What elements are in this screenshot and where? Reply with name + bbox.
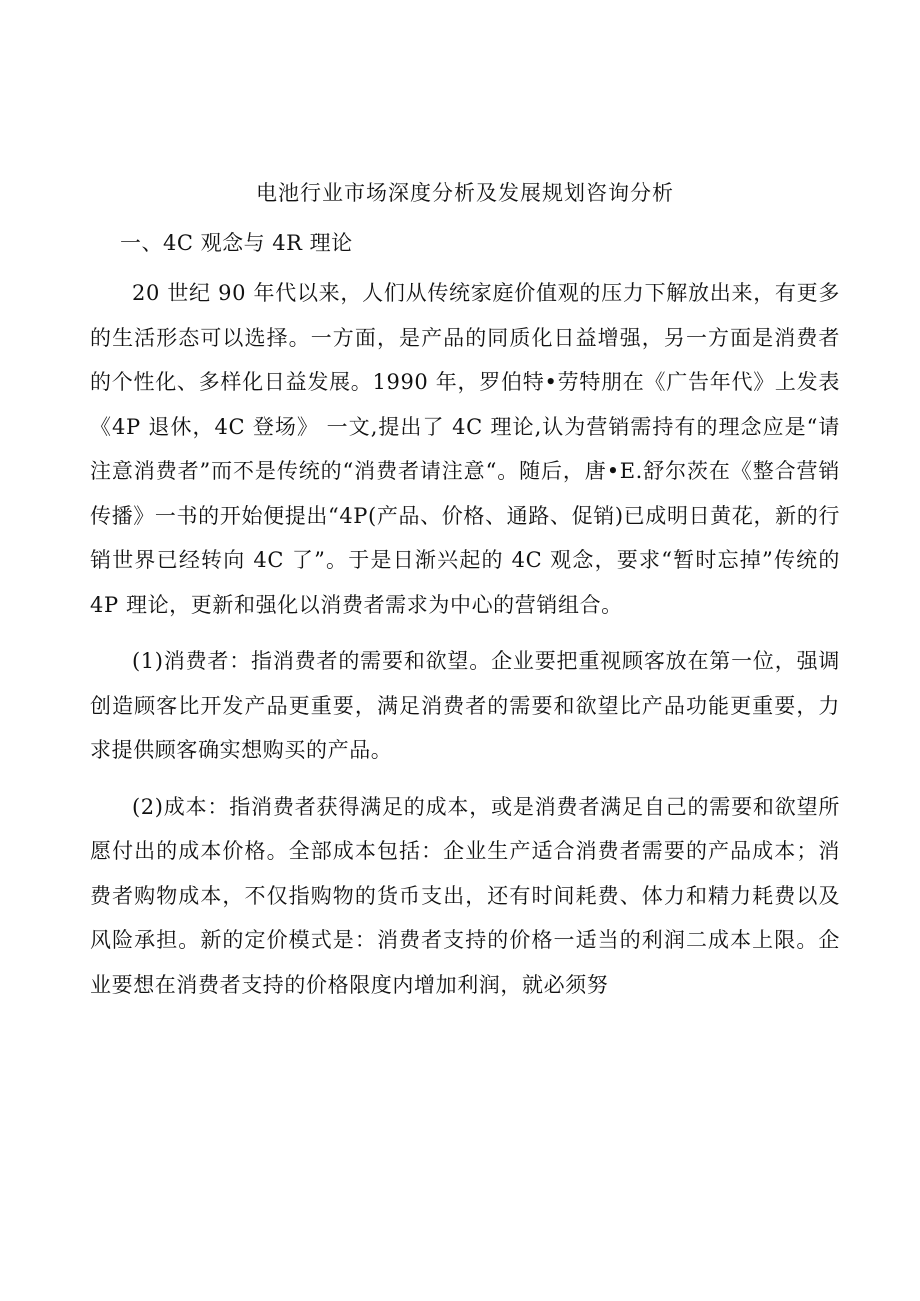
paragraph-cost: (2)成本：指消费者获得满足的成本，或是消费者满足自己的需要和欲望所愿付出的成本价格。全部成本包括：企业生产适合消费者需要的产品成本；消费者购物成本，不仅指购物的货币支出，还有时间耗费、体力和精力耗费以及风险承担。新的定价模式是：消费者支持的价格一适当的利润二成本上限。企业要想在消费者支持的价格限度内增加利润，就必须努 xyxy=(90,794,840,997)
section-heading: 一、4C 观念与 4R 理论 xyxy=(120,231,353,255)
document-title: 电池行业市场深度分析及发展规划咨询分析 xyxy=(256,181,674,205)
paragraph-intro: 20 世纪 90 年代以来，人们从传统家庭价值观的压力下解放出来，有更多的生活形态可以选择。一方面，是产品的同质化日益增强，另一方面是消费者的个性化、多样化日益发展。1990 年，罗伯特•劳特朋在《广告年代》上发表《4P 退休，4C 登场》 一文,提出了 4C 理论,认为营销需持有的理念应是“请注意消费者”而不是传统的“消费者请注意“。随后，唐•E.舒尔茨在《整合营销传播》一书的开始便提出“4P(产品、价格、通路、促销)已成明日黄花，新的行销世界已经转向 4C 了”。于是日渐兴起的 4C 观念，要求“暂时忘掉”传统的 4P 理论，更新和强化以消费者需求为中心的营销组合。 xyxy=(90,281,840,617)
paragraph-consumer: (1)消费者：指消费者的需要和欲望。企业要把重视顾客放在第一位，强调创造顾客比开发产品更重要，满足消费者的需要和欲望比产品功能更重要，力求提供顾客确实想购买的产品。 xyxy=(90,649,840,762)
document-page xyxy=(90,175,840,1019)
